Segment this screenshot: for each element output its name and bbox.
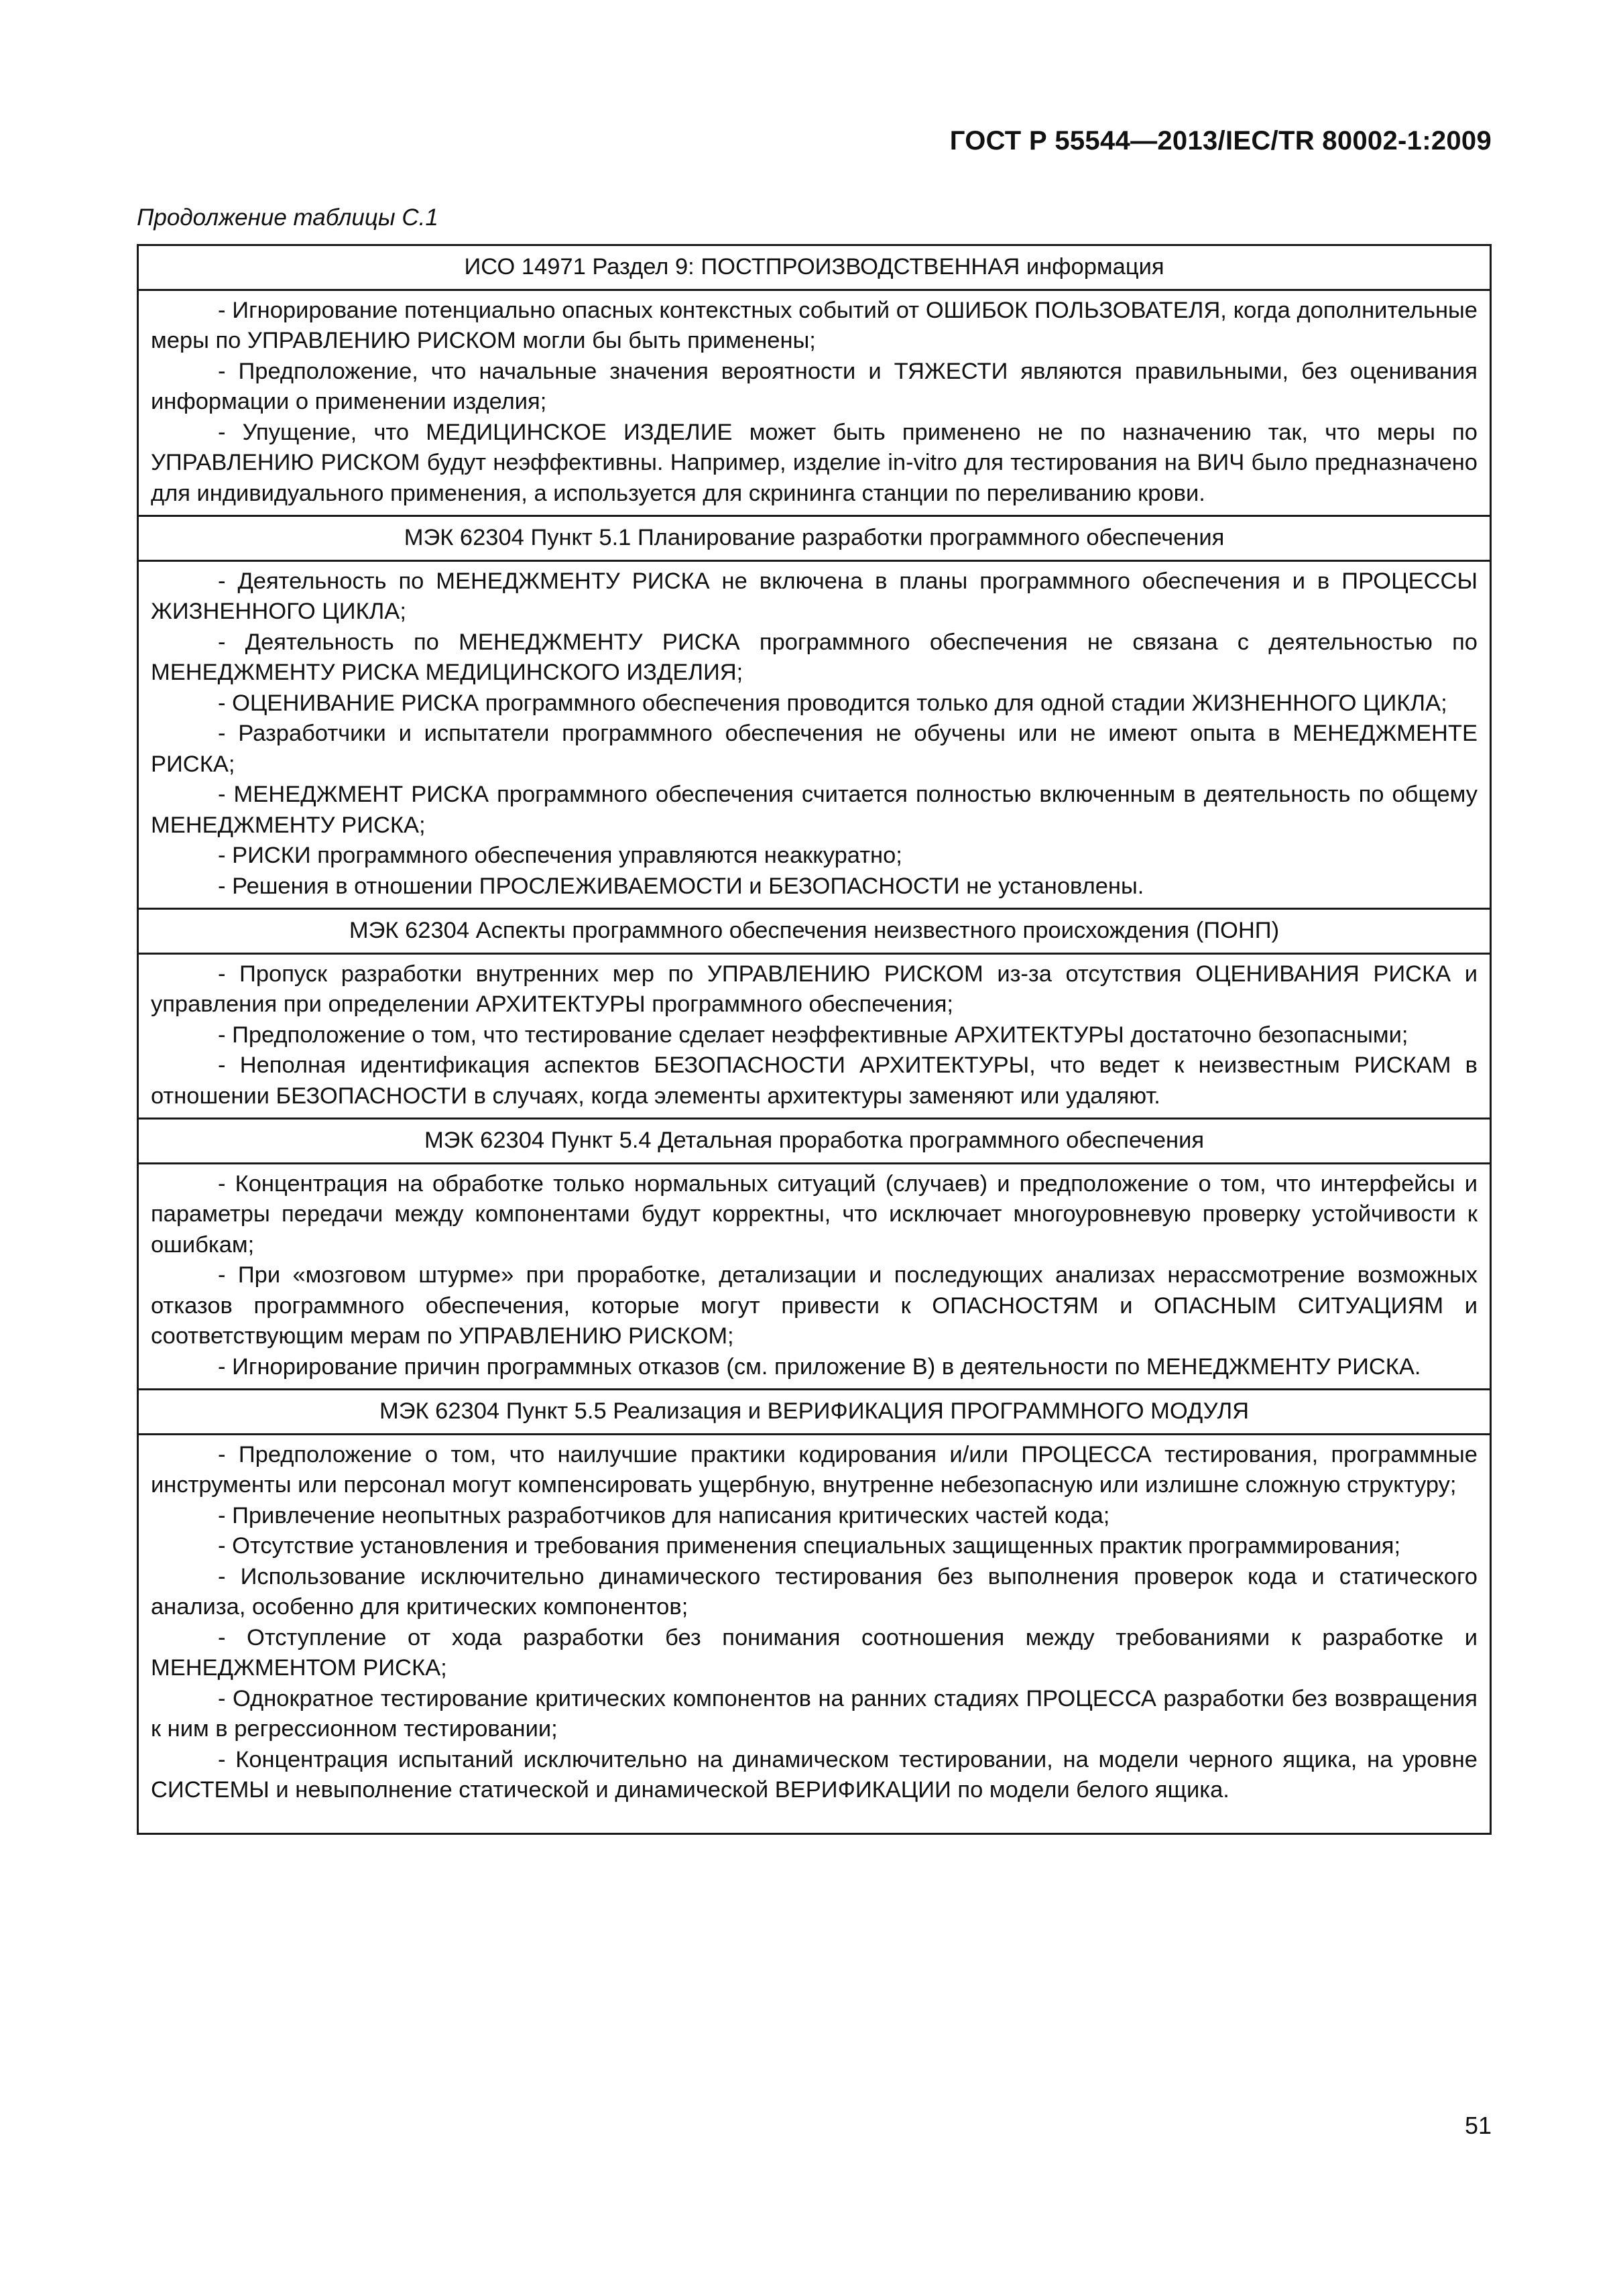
section-heading-row: [138, 516, 1491, 561]
list-item: - Отступление от хода разработки без понимания соотношения между требованиями к разработке и МЕНЕДЖМЕНТОМ РИСКА;: [151, 1624, 1478, 1681]
table-caption: Продолжение таблицы С.1: [137, 204, 438, 231]
section-heading-row: [138, 1390, 1491, 1435]
list-item: - Предположение о том, что тестирование сделает неэффективные АРХИТЕКТУРЫ достаточно безопасными;: [218, 1022, 1408, 1048]
list-item: - Привлечение неопытных разработчиков для написания критических частей кода;: [218, 1502, 1110, 1528]
list-item: - Игнорирование потенциально опасных контекстных событий от ОШИБОК ПОЛЬЗОВАТЕЛЯ, когда дополнительные меры по УПРАВЛЕНИЮ РИСКОМ могли бы быть применены;: [151, 297, 1478, 353]
section-heading: МЭК 62304 Пункт 5.4 Детальная проработка программного обеспечения: [138, 1119, 1491, 1164]
section-body: [138, 1163, 1491, 1390]
list-item: - Решения в отношении ПРОСЛЕЖИВАЕМОСТИ и БЕЗОПАСНОСТИ не установлены.: [218, 873, 1144, 899]
section-body-row: [138, 1434, 1491, 1833]
section-body: [138, 560, 1491, 909]
continuation-table: [137, 244, 1492, 1835]
section-body: [138, 290, 1491, 516]
section-heading-row: [138, 1119, 1491, 1164]
list-item: - Деятельность по МЕНЕДЖМЕНТУ РИСКА не включена в планы программного обеспечения и в ПРОЦЕССЫ ЖИЗНЕННОГО ЦИКЛА;: [151, 568, 1478, 624]
section-heading: МЭК 62304 Пункт 5.1 Планирование разработки программного обеспечения: [138, 516, 1491, 561]
section-body-row: [138, 1163, 1491, 1390]
list-item: - МЕНЕДЖМЕНТ РИСКА программного обеспечения считается полностью включенным в деятельность по общему МЕНЕДЖМЕНТУ РИСКА;: [151, 782, 1478, 838]
list-item: - Разработчики и испытатели программного обеспечения не обучены или не имеют опыта в МЕНЕДЖМЕНТЕ РИСКА;: [151, 721, 1478, 777]
list-item: - Пропуск разработки внутренних мер по УПРАВЛЕНИЮ РИСКОМ из-за отсутствия ОЦЕНИВАНИЯ РИСКА и управления при определении АРХИТЕКТУРЫ программного обеспечения;: [151, 961, 1478, 1017]
list-item: - Отсутствие установления и требования применения специальных защищенных практик программирования;: [218, 1533, 1401, 1559]
list-item: - При «мозговом штурме» при проработке, детализации и последующих анализах нерассмотрение возможных отказов программного обеспечения, которые могут привести к ОПАСНОСТЯМ и ОПАСНЫМ СИТУАЦИЯМ и соответствующим мерам по УПРАВЛЕНИЮ РИСКОМ;: [151, 1262, 1478, 1349]
section-body: [138, 1434, 1491, 1833]
section-body: [138, 953, 1491, 1119]
list-item: - Неполная идентификация аспектов БЕЗОПАСНОСТИ АРХИТЕКТУРЫ, что ведет к неизвестным РИСКАМ в отношении БЕЗОПАСНОСТИ в случаях, когда элементы архитектуры заменяют или удаляют.: [151, 1052, 1478, 1109]
list-item: - Использование исключительно динамического тестирования без выполнения проверок кода и статического анализа, особенно для критических компонентов;: [151, 1563, 1478, 1620]
page-number: 51: [1464, 2112, 1492, 2139]
section-heading: МЭК 62304 Аспекты программного обеспечения неизвестного происхождения (ПОНП): [138, 909, 1491, 954]
list-item: - ОЦЕНИВАНИЕ РИСКА программного обеспечения проводится только для одной стадии ЖИЗНЕННОГО ЦИКЛА;: [218, 690, 1447, 716]
list-item: - Игнорирование причин программных отказов (см. приложение В) в деятельности по МЕНЕДЖМЕНТУ РИСКА.: [218, 1353, 1421, 1380]
list-item: - Концентрация на обработке только нормальных ситуаций (случаев) и предположение о том, что интерфейсы и параметры передачи между компонентами будут корректны, что исключает многоуровневую проверку устойчивости к ошибкам;: [151, 1170, 1478, 1258]
list-item: - Предположение, что начальные значения вероятности и ТЯЖЕСТИ являются правильными, без оценивания информации о применении изделия;: [151, 358, 1478, 414]
section-heading-row: [138, 245, 1491, 290]
list-item: - Упущение, что МЕДИЦИНСКОЕ ИЗДЕЛИЕ может быть применено не по назначению так, что меры по УПРАВЛЕНИЮ РИСКОМ будут неэффективны. Например, изделие in-vitro для тестирования на ВИЧ было предназначено для индивидуального применения, а используется для скрининга станции по переливанию крови.: [151, 419, 1478, 506]
list-item: - Деятельность по МЕНЕДЖМЕНТУ РИСКА программного обеспечения не связана с деятельностью по МЕНЕДЖМЕНТУ РИСКА МЕДИЦИНСКОГО ИЗДЕЛИЯ;: [151, 629, 1478, 685]
section-body-row: [138, 560, 1491, 909]
list-item: - Однократное тестирование критических компонентов на ранних стадиях ПРОЦЕССА разработки без возвращения к ним в регрессионном тестировании;: [151, 1685, 1478, 1742]
section-body-row: [138, 290, 1491, 516]
list-item: - Концентрация испытаний исключительно на динамическом тестировании, на модели черного ящика, на уровне СИСТЕМЫ и невыполнение статической и динамической ВЕРИФИКАЦИИ по модели белого ящика.: [151, 1746, 1478, 1803]
section-body-row: [138, 953, 1491, 1119]
section-heading-row: [138, 909, 1491, 954]
section-heading: МЭК 62304 Пункт 5.5 Реализация и ВЕРИФИКАЦИЯ ПРОГРАММНОГО МОДУЛЯ: [138, 1390, 1491, 1435]
list-item: - РИСКИ программного обеспечения управляются неаккуратно;: [218, 843, 902, 868]
standard-code: ГОСТ Р 55544—2013/IEC/TR 80002-1:2009: [949, 126, 1492, 156]
list-item: - Предположение о том, что наилучшие практики кодирования и/или ПРОЦЕССА тестирования, программные инструменты или персонал могут компенсировать ущербную, внутренне небезопасную или излишне сложную структуру;: [151, 1441, 1478, 1498]
section-heading: ИСО 14971 Раздел 9: ПОСТПРОИЗВОДСТВЕННАЯ информация: [138, 245, 1491, 290]
